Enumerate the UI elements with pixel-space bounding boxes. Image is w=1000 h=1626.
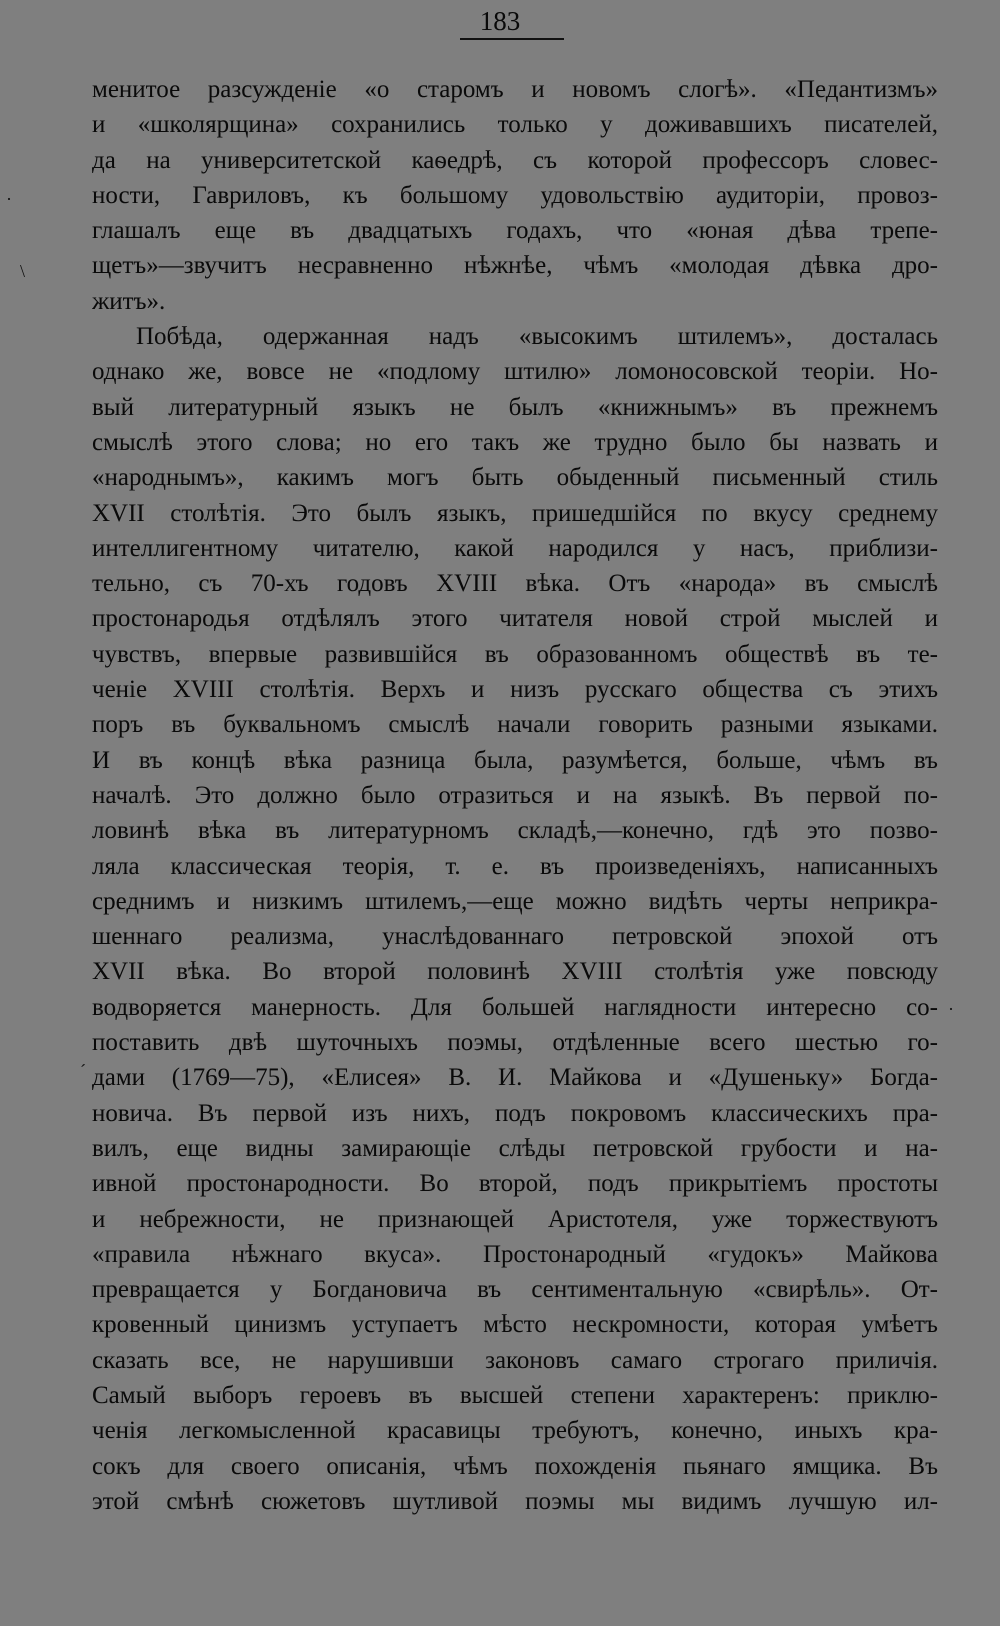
text-line: дами (1769—75), «Елисея» В. И. Майкова и «Душеньку» Богда-	[92, 1064, 938, 1092]
scan-speck: ·	[6, 189, 12, 209]
text-line: шеннаго реализма, унаслѣдованнаго петровской эпохой отъ	[92, 923, 938, 951]
text-line: да на университетской каѳедрѣ, съ которой профессоръ словес-	[92, 146, 938, 174]
text-line: щетъ»—звучитъ несравненно нѣжнѣе, чѣмъ «молодая дѣвка дро-	[92, 252, 938, 280]
text-line: и «школярщина» сохранились только у доживавшихъ писателей,	[92, 111, 938, 139]
text-line: сокъ для своего описанія, чѣмъ похожденія пьянаго ямщика. Въ	[92, 1452, 938, 1480]
text-line: поставить двѣ шуточныхъ поэмы, отдѣленные всего шестью го-	[92, 1029, 938, 1057]
text-line: ности, Гавриловъ, къ большому удовольствію аудиторіи, провоз-	[92, 181, 938, 209]
text-line: этой смѣнѣ сюжетовъ шутливой поэмы мы видимъ лучшую ил-	[92, 1487, 938, 1515]
text-line: вый литературный языкъ не былъ «книжнымъ» въ прежнемъ	[92, 393, 938, 421]
text-line: простонародья отдѣлялъ этого читателя новой строй мыслей и	[92, 605, 938, 633]
text-line: ченіе XVIII столѣтія. Верхъ и низъ русскаго общества съ этихъ	[92, 676, 938, 704]
scan-speck: ´	[80, 1061, 86, 1081]
text-line: менитое разсужденіе «о старомъ и новомъ слогѣ». «Педантизмъ»	[92, 76, 938, 103]
body-text	[92, 72, 938, 1519]
scan-speck: \	[20, 261, 26, 281]
text-line: чувствъ, впервые развившійся въ образованномъ обществѣ въ те-	[92, 640, 938, 668]
text-line: И въ концѣ вѣка разница была, разумѣется, больше, чѣмъ въ	[92, 746, 938, 774]
text-line: началѣ. Это должно было отразиться и на языкѣ. Въ первой по-	[92, 781, 938, 809]
text-line: «народнымъ», какимъ могъ быть обыденный письменный стиль	[92, 464, 938, 492]
page-number: 183	[479, 6, 521, 36]
text-line: сказать все, не нарушивши законовъ самаго строгаго приличія.	[92, 1346, 938, 1374]
text-line: XVII столѣтія. Это былъ языкъ, пришедшійся по вкусу среднему	[92, 499, 938, 527]
text-line: «правила нѣжнаго вкуса». Простонародный «гудокъ» Майкова	[92, 1240, 938, 1268]
text-line: Побѣда, одержанная надъ «высокимъ штилемъ», досталась	[136, 323, 938, 351]
text-line: кровенный цинизмъ уступаетъ мѣсто нескромности, которая умѣетъ	[92, 1311, 938, 1339]
text-line: ловинѣ вѣка въ литературномъ складѣ,—конечно, гдѣ это позво-	[92, 817, 938, 845]
text-line: водворяется манерность. Для большей наглядности интересно со-	[92, 993, 938, 1021]
text-line: новича. Въ первой изъ нихъ, подъ покровомъ классическихъ пра-	[92, 1099, 938, 1127]
text-line: среднимъ и низкимъ штилемъ,—еще можно видѣть черты неприкра-	[92, 887, 938, 915]
text-line: однако же, вовсе не «подлому штилю» ломоносовской теоріи. Но-	[92, 358, 938, 386]
text-line: и небрежности, не признающей Аристотеля, уже торжествуютъ	[92, 1205, 938, 1233]
text-line: смыслѣ этого слова; но его такъ же трудно было бы назвать и	[92, 428, 938, 456]
text-line: житъ».	[92, 287, 166, 315]
header-rule	[460, 38, 564, 40]
text-line: XVII вѣка. Во второй половинѣ XVIII столѣтія уже повсюду	[92, 958, 938, 986]
text-line: вилъ, еще видны замирающіе слѣды петровской грубости и на-	[92, 1134, 938, 1162]
text-line: Самый выборъ героевъ въ высшей степени характеренъ: приклю-	[92, 1381, 938, 1409]
scan-speck: ·	[948, 999, 954, 1019]
text-line: превращается у Богдановича въ сентиментальную «свирѣль». От-	[92, 1276, 938, 1304]
text-line: поръ въ буквальномъ смыслѣ начали говорить разными языками.	[92, 711, 938, 739]
text-line: ченія легкомысленной красавицы требуютъ, конечно, иныхъ кра-	[92, 1417, 938, 1445]
text-line: ляла классическая теорія, т. е. въ произведеніяхъ, написанныхъ	[92, 852, 938, 880]
text-line: глашалъ еще въ двадцатыхъ годахъ, что «юная дѣва трепе-	[92, 217, 938, 245]
text-line: ивной простонародности. Во второй, подъ прикрытіемъ простоты	[92, 1170, 938, 1198]
text-line: интеллигентному читателю, какой народился у насъ, приблизи-	[92, 534, 938, 562]
text-line: тельно, съ 70-хъ годовъ XVIII вѣка. Отъ «народа» въ смыслѣ	[92, 570, 938, 598]
